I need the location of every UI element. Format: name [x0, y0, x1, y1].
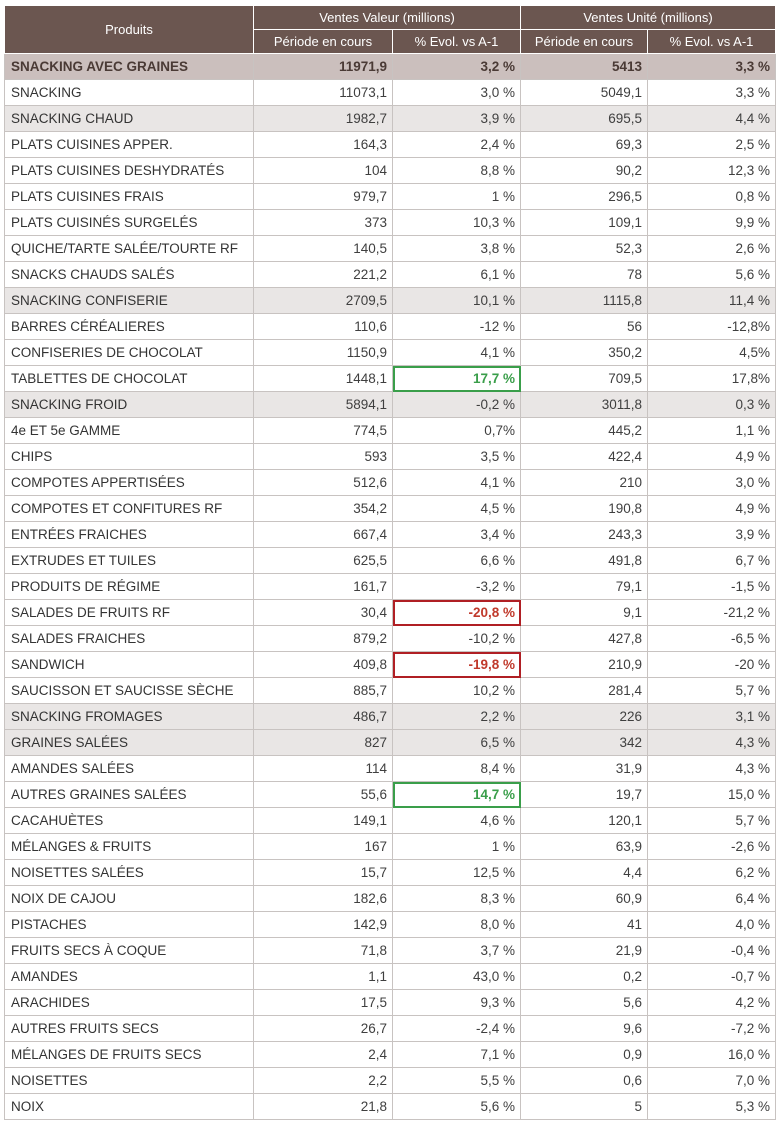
value-period-cell: 354,2 [254, 496, 393, 522]
value-period-cell: 142,9 [254, 912, 393, 938]
value-period-cell: 827 [254, 730, 393, 756]
product-name-cell: MÉLANGES & FRUITS [5, 834, 254, 860]
value-period-cell: 2,4 [254, 1042, 393, 1068]
unit-period-cell: 350,2 [521, 340, 648, 366]
table-row [5, 886, 776, 912]
unit-period-cell: 190,8 [521, 496, 648, 522]
product-name-cell: AMANDES SALÉES [5, 756, 254, 782]
unit-evol-cell: -6,5 % [648, 626, 776, 652]
table-row [5, 210, 776, 236]
value-evol-cell: 8,3 % [393, 886, 521, 912]
value-period-cell: 26,7 [254, 1016, 393, 1042]
value-evol-cell: -12 % [393, 314, 521, 340]
unit-period-cell: 0,9 [521, 1042, 648, 1068]
unit-evol-cell: 15,0 % [648, 782, 776, 808]
table-row [5, 600, 776, 626]
value-evol-cell: 8,4 % [393, 756, 521, 782]
value-period-cell: 17,5 [254, 990, 393, 1016]
value-evol-cell: 10,3 % [393, 210, 521, 236]
table-row [5, 80, 776, 106]
table-row [5, 1016, 776, 1042]
value-period-cell: 512,6 [254, 470, 393, 496]
table-row [5, 574, 776, 600]
table-row [5, 288, 776, 314]
value-period-cell: 486,7 [254, 704, 393, 730]
unit-period-cell: 120,1 [521, 808, 648, 834]
unit-evol-cell: 5,6 % [648, 262, 776, 288]
value-period-cell: 2709,5 [254, 288, 393, 314]
product-name-cell: TABLETTES DE CHOCOLAT [5, 366, 254, 392]
table-row [5, 626, 776, 652]
unit-evol-header: % Evol. vs A-1 [648, 30, 776, 54]
product-name-cell: EXTRUDES ET TUILES [5, 548, 254, 574]
table-row [5, 652, 776, 678]
value-period-cell: 104 [254, 158, 393, 184]
product-name-cell: SNACKING FROID [5, 392, 254, 418]
table-row [5, 262, 776, 288]
unit-evol-cell: 12,3 % [648, 158, 776, 184]
unit-evol-cell: 5,7 % [648, 678, 776, 704]
unit-evol-cell: 3,9 % [648, 522, 776, 548]
product-name-cell: QUICHE/TARTE SALÉE/TOURTE RF [5, 236, 254, 262]
value-evol-cell: 0,7% [393, 418, 521, 444]
products-header: Produits [5, 6, 254, 54]
unit-period-cell: 90,2 [521, 158, 648, 184]
sales-table-container [4, 5, 776, 1120]
value-evol-cell: 4,1 % [393, 340, 521, 366]
unit-evol-cell: -7,2 % [648, 1016, 776, 1042]
unit-period-cell: 78 [521, 262, 648, 288]
unit-evol-cell: 5,3 % [648, 1094, 776, 1120]
product-name-cell: AUTRES GRAINES SALÉES [5, 782, 254, 808]
value-period-cell: 11073,1 [254, 80, 393, 106]
unit-period-cell: 491,8 [521, 548, 648, 574]
table-row [5, 1068, 776, 1094]
value-period-cell: 30,4 [254, 600, 393, 626]
value-period-cell: 409,8 [254, 652, 393, 678]
product-name-cell: PLATS CUISINES FRAIS [5, 184, 254, 210]
value-evol-cell: 17,7 % [393, 366, 521, 392]
value-period-header: Période en cours [254, 30, 393, 54]
value-period-cell: 167 [254, 834, 393, 860]
value-evol-cell: -3,2 % [393, 574, 521, 600]
unit-evol-cell: 4,3 % [648, 756, 776, 782]
unit-evol-cell: 9,9 % [648, 210, 776, 236]
value-period-cell: 15,7 [254, 860, 393, 886]
value-period-cell: 879,2 [254, 626, 393, 652]
unit-period-cell: 0,6 [521, 1068, 648, 1094]
table-row [5, 522, 776, 548]
unit-evol-cell: -0,4 % [648, 938, 776, 964]
unit-period-cell: 210,9 [521, 652, 648, 678]
value-evol-cell: -20,8 % [393, 600, 521, 626]
product-name-cell: PISTACHES [5, 912, 254, 938]
unit-period-cell: 3011,8 [521, 392, 648, 418]
unit-evol-cell: 3,1 % [648, 704, 776, 730]
unit-evol-cell: 6,4 % [648, 886, 776, 912]
product-name-cell: SALADES FRAICHES [5, 626, 254, 652]
unit-evol-cell: 2,6 % [648, 236, 776, 262]
table-header [5, 6, 776, 54]
value-evol-cell: 1 % [393, 184, 521, 210]
unit-evol-cell: 3,3 % [648, 54, 776, 80]
unit-period-cell: 60,9 [521, 886, 648, 912]
unit-period-cell: 281,4 [521, 678, 648, 704]
product-name-cell: SNACKING CHAUD [5, 106, 254, 132]
table-row [5, 470, 776, 496]
product-name-cell: FRUITS SECS À COQUE [5, 938, 254, 964]
unit-evol-cell: -0,7 % [648, 964, 776, 990]
product-name-cell: SNACKING FROMAGES [5, 704, 254, 730]
value-period-cell: 373 [254, 210, 393, 236]
product-name-cell: AUTRES FRUITS SECS [5, 1016, 254, 1042]
value-evol-cell: 9,3 % [393, 990, 521, 1016]
product-name-cell: BARRES CÉRÉALIERES [5, 314, 254, 340]
value-evol-cell: 5,6 % [393, 1094, 521, 1120]
value-period-cell: 140,5 [254, 236, 393, 262]
unit-period-cell: 5049,1 [521, 80, 648, 106]
unit-evol-cell: 3,3 % [648, 80, 776, 106]
product-name-cell: MÉLANGES DE FRUITS SECS [5, 1042, 254, 1068]
value-evol-cell: 8,0 % [393, 912, 521, 938]
table-row [5, 756, 776, 782]
product-name-cell: PLATS CUISINÉS SURGELÉS [5, 210, 254, 236]
value-evol-cell: 5,5 % [393, 1068, 521, 1094]
table-row [5, 496, 776, 522]
table-row [5, 392, 776, 418]
unit-period-cell: 1115,8 [521, 288, 648, 314]
value-period-cell: 11971,9 [254, 54, 393, 80]
value-evol-cell: 3,7 % [393, 938, 521, 964]
value-evol-cell: 4,1 % [393, 470, 521, 496]
table-row [5, 158, 776, 184]
product-name-cell: NOISETTES [5, 1068, 254, 1094]
value-evol-cell: 14,7 % [393, 782, 521, 808]
value-evol-cell: 3,5 % [393, 444, 521, 470]
unit-period-cell: 709,5 [521, 366, 648, 392]
value-period-cell: 114 [254, 756, 393, 782]
value-evol-cell: -19,8 % [393, 652, 521, 678]
unit-evol-cell: 4,5% [648, 340, 776, 366]
table-row [5, 132, 776, 158]
value-period-cell: 979,7 [254, 184, 393, 210]
value-period-cell: 21,8 [254, 1094, 393, 1120]
table-row [5, 782, 776, 808]
unit-evol-cell: 4,4 % [648, 106, 776, 132]
unit-period-cell: 427,8 [521, 626, 648, 652]
value-period-cell: 71,8 [254, 938, 393, 964]
table-row [5, 730, 776, 756]
value-period-cell: 221,2 [254, 262, 393, 288]
value-evol-cell: 1 % [393, 834, 521, 860]
product-name-cell: SALADES DE FRUITS RF [5, 600, 254, 626]
unit-evol-cell: 4,2 % [648, 990, 776, 1016]
unit-period-cell: 41 [521, 912, 648, 938]
table-row [5, 236, 776, 262]
value-sales-group-header: Ventes Valeur (millions) [254, 6, 521, 30]
unit-evol-cell: 4,9 % [648, 444, 776, 470]
value-evol-cell: 2,2 % [393, 704, 521, 730]
unit-evol-cell: -21,2 % [648, 600, 776, 626]
unit-period-header: Période en cours [521, 30, 648, 54]
product-name-cell: ARACHIDES [5, 990, 254, 1016]
product-name-cell: NOIX DE CAJOU [5, 886, 254, 912]
value-evol-cell: 2,4 % [393, 132, 521, 158]
value-evol-cell: 4,5 % [393, 496, 521, 522]
table-row [5, 678, 776, 704]
value-evol-cell: 3,8 % [393, 236, 521, 262]
unit-period-cell: 0,2 [521, 964, 648, 990]
value-evol-cell: 6,5 % [393, 730, 521, 756]
unit-period-cell: 695,5 [521, 106, 648, 132]
value-evol-cell: -10,2 % [393, 626, 521, 652]
unit-period-cell: 210 [521, 470, 648, 496]
unit-period-cell: 5 [521, 1094, 648, 1120]
table-row [5, 314, 776, 340]
table-row [5, 1094, 776, 1120]
value-period-cell: 625,5 [254, 548, 393, 574]
product-name-cell: SNACKING AVEC GRAINES [5, 54, 254, 80]
unit-period-cell: 52,3 [521, 236, 648, 262]
product-name-cell: SNACKS CHAUDS SALÉS [5, 262, 254, 288]
unit-evol-cell: 16,0 % [648, 1042, 776, 1068]
unit-evol-cell: 4,0 % [648, 912, 776, 938]
table-row [5, 912, 776, 938]
table-row [5, 548, 776, 574]
unit-period-cell: 9,6 [521, 1016, 648, 1042]
unit-evol-cell: 0,3 % [648, 392, 776, 418]
unit-evol-cell: 4,9 % [648, 496, 776, 522]
unit-period-cell: 19,7 [521, 782, 648, 808]
value-period-cell: 1150,9 [254, 340, 393, 366]
value-evol-cell: 3,2 % [393, 54, 521, 80]
product-name-cell: SAUCISSON ET SAUCISSE SÈCHE [5, 678, 254, 704]
unit-period-cell: 5,6 [521, 990, 648, 1016]
value-evol-cell: 3,9 % [393, 106, 521, 132]
value-evol-header: % Evol. vs A-1 [393, 30, 521, 54]
unit-period-cell: 422,4 [521, 444, 648, 470]
value-period-cell: 149,1 [254, 808, 393, 834]
unit-evol-cell: -1,5 % [648, 574, 776, 600]
product-name-cell: GRAINES SALÉES [5, 730, 254, 756]
table-row [5, 808, 776, 834]
table-row [5, 834, 776, 860]
unit-period-cell: 4,4 [521, 860, 648, 886]
table-row [5, 184, 776, 210]
table-row [5, 366, 776, 392]
unit-evol-cell: -2,6 % [648, 834, 776, 860]
value-evol-cell: 12,5 % [393, 860, 521, 886]
table-row [5, 964, 776, 990]
unit-period-cell: 109,1 [521, 210, 648, 236]
product-name-cell: NOIX [5, 1094, 254, 1120]
unit-period-cell: 21,9 [521, 938, 648, 964]
product-name-cell: PLATS CUISINES APPER. [5, 132, 254, 158]
value-evol-cell: -2,4 % [393, 1016, 521, 1042]
value-evol-cell: 8,8 % [393, 158, 521, 184]
value-period-cell: 774,5 [254, 418, 393, 444]
value-period-cell: 1,1 [254, 964, 393, 990]
product-name-cell: SNACKING [5, 80, 254, 106]
unit-period-cell: 79,1 [521, 574, 648, 600]
unit-evol-cell: 0,8 % [648, 184, 776, 210]
product-name-cell: SANDWICH [5, 652, 254, 678]
unit-period-cell: 31,9 [521, 756, 648, 782]
value-evol-cell: 4,6 % [393, 808, 521, 834]
unit-evol-cell: 7,0 % [648, 1068, 776, 1094]
value-evol-cell: 10,1 % [393, 288, 521, 314]
value-evol-cell: 3,0 % [393, 80, 521, 106]
table-row [5, 990, 776, 1016]
table-row [5, 444, 776, 470]
product-name-cell: PLATS CUISINES DESHYDRATÉS [5, 158, 254, 184]
value-evol-cell: 43,0 % [393, 964, 521, 990]
table-row [5, 106, 776, 132]
unit-period-cell: 9,1 [521, 600, 648, 626]
value-period-cell: 164,3 [254, 132, 393, 158]
unit-evol-cell: 6,7 % [648, 548, 776, 574]
unit-evol-cell: -12,8% [648, 314, 776, 340]
unit-sales-group-header: Ventes Unité (millions) [521, 6, 776, 30]
unit-evol-cell: -20 % [648, 652, 776, 678]
unit-period-cell: 342 [521, 730, 648, 756]
product-name-cell: CACAHUÈTES [5, 808, 254, 834]
unit-period-cell: 5413 [521, 54, 648, 80]
table-row [5, 1042, 776, 1068]
unit-period-cell: 63,9 [521, 834, 648, 860]
value-period-cell: 161,7 [254, 574, 393, 600]
unit-period-cell: 243,3 [521, 522, 648, 548]
value-evol-cell: 10,2 % [393, 678, 521, 704]
value-period-cell: 2,2 [254, 1068, 393, 1094]
product-name-cell: ENTRÉES FRAICHES [5, 522, 254, 548]
product-name-cell: 4e ET 5e GAMME [5, 418, 254, 444]
unit-evol-cell: 5,7 % [648, 808, 776, 834]
value-period-cell: 55,6 [254, 782, 393, 808]
unit-period-cell: 69,3 [521, 132, 648, 158]
unit-evol-cell: 4,3 % [648, 730, 776, 756]
table-body [5, 54, 776, 1120]
product-name-cell: NOISETTES SALÉES [5, 860, 254, 886]
unit-period-cell: 56 [521, 314, 648, 340]
product-name-cell: SNACKING CONFISERIE [5, 288, 254, 314]
value-evol-cell: 6,6 % [393, 548, 521, 574]
value-evol-cell: 6,1 % [393, 262, 521, 288]
unit-evol-cell: 6,2 % [648, 860, 776, 886]
product-name-cell: COMPOTES APPERTISÉES [5, 470, 254, 496]
value-period-cell: 110,6 [254, 314, 393, 340]
table-row [5, 418, 776, 444]
unit-evol-cell: 2,5 % [648, 132, 776, 158]
product-name-cell: PRODUITS DE RÉGIME [5, 574, 254, 600]
table-row [5, 54, 776, 80]
value-evol-cell: 7,1 % [393, 1042, 521, 1068]
value-period-cell: 667,4 [254, 522, 393, 548]
unit-period-cell: 296,5 [521, 184, 648, 210]
value-period-cell: 593 [254, 444, 393, 470]
sales-table [4, 5, 776, 1120]
unit-evol-cell: 1,1 % [648, 418, 776, 444]
unit-evol-cell: 11,4 % [648, 288, 776, 314]
unit-period-cell: 226 [521, 704, 648, 730]
value-period-cell: 5894,1 [254, 392, 393, 418]
product-name-cell: COMPOTES ET CONFITURES RF [5, 496, 254, 522]
table-row [5, 340, 776, 366]
table-row [5, 860, 776, 886]
value-evol-cell: 3,4 % [393, 522, 521, 548]
unit-period-cell: 445,2 [521, 418, 648, 444]
table-row [5, 938, 776, 964]
value-period-cell: 182,6 [254, 886, 393, 912]
unit-evol-cell: 3,0 % [648, 470, 776, 496]
product-name-cell: CONFISERIES DE CHOCOLAT [5, 340, 254, 366]
table-row [5, 704, 776, 730]
unit-evol-cell: 17,8% [648, 366, 776, 392]
value-period-cell: 1448,1 [254, 366, 393, 392]
value-evol-cell: -0,2 % [393, 392, 521, 418]
product-name-cell: AMANDES [5, 964, 254, 990]
product-name-cell: CHIPS [5, 444, 254, 470]
value-period-cell: 1982,7 [254, 106, 393, 132]
value-period-cell: 885,7 [254, 678, 393, 704]
